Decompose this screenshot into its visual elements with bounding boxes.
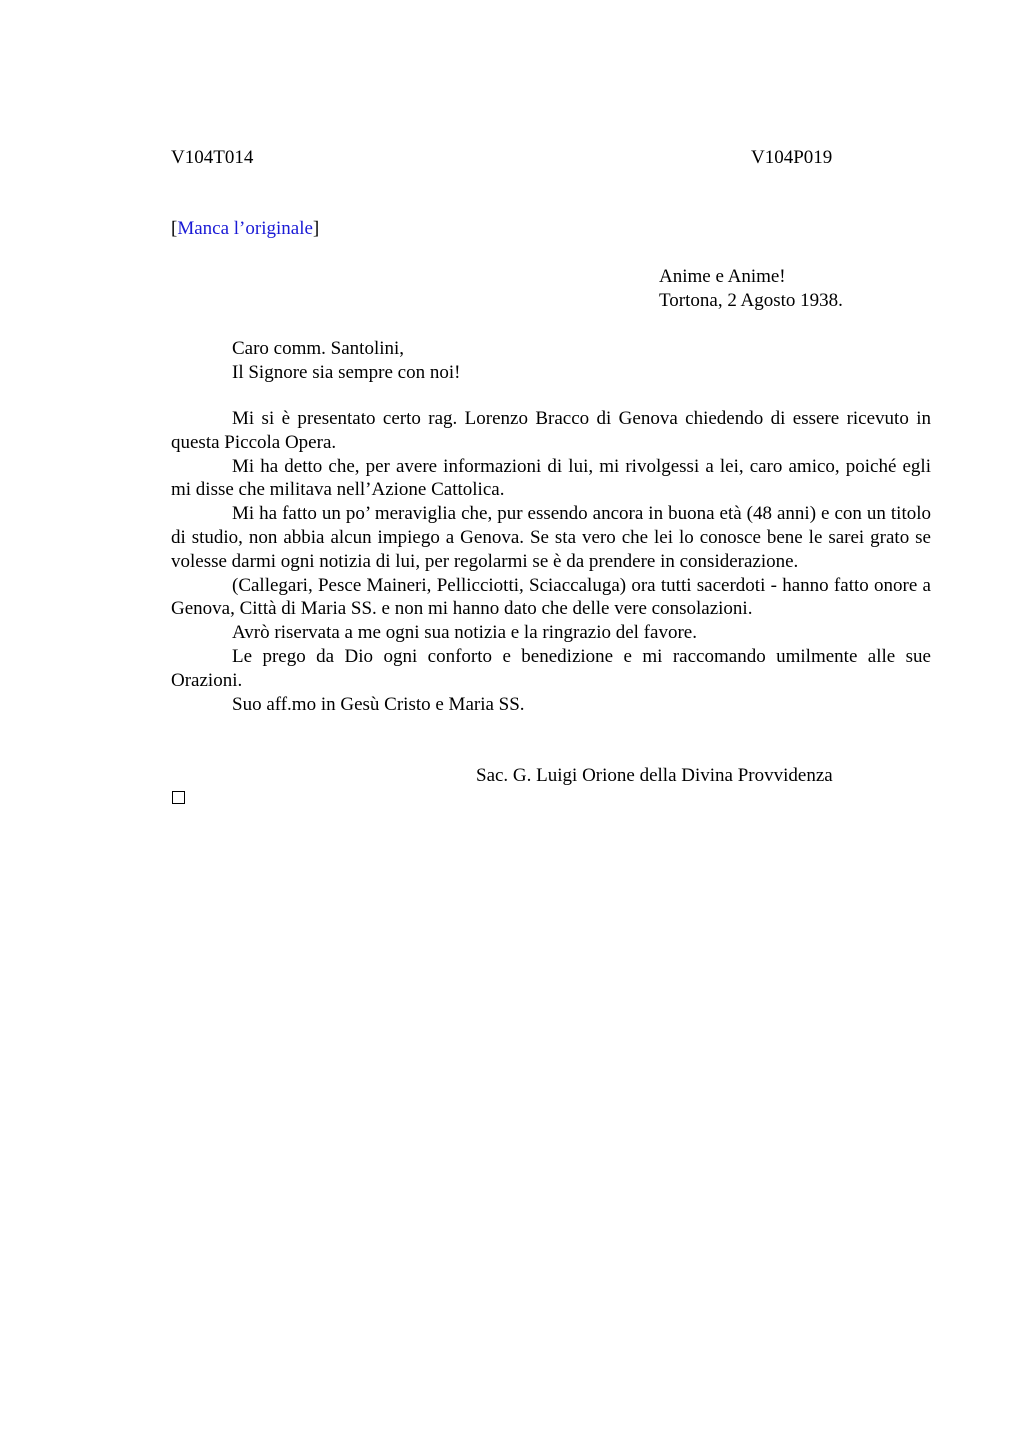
editorial-note bbox=[171, 217, 319, 241]
blessing: Il Signore sia sempre con noi! bbox=[232, 362, 461, 383]
missing-original-link[interactable]: Manca l’originale bbox=[177, 218, 313, 239]
signature: Sac. G. Luigi Orione della Divina Provvidenza bbox=[476, 765, 833, 786]
dateline bbox=[659, 265, 843, 313]
paragraph: Mi ha fatto un po’ meraviglia che, pur essendo ancora in buona età (48 anni) e con un titolo di studio, non abbia alcun impiego a Genova. Se sta vero che lei lo conosce bene le sarei grato se volesse darmi ogni notizia di lui, per regolarmi se è da prendere in considerazione. bbox=[171, 503, 931, 572]
paragraph: Le prego da Dio ogni conforto e benedizione e mi raccomando umilmente alle sue Orazioni. bbox=[171, 645, 931, 691]
place-date: Tortona, 2 Agosto 1938. bbox=[659, 290, 843, 311]
document-code-left: V104T014 bbox=[171, 147, 254, 168]
paragraph: Mi si è presentato certo rag. Lorenzo Bracco di Genova chiedendo di essere ricevuto in questa Piccola Opera. bbox=[171, 408, 931, 453]
document-code-right: V104P019 bbox=[751, 147, 833, 168]
note-close-bracket: ] bbox=[312, 218, 320, 239]
note-open-bracket: [ bbox=[171, 218, 178, 239]
paragraph: Mi ha detto che, per avere informazioni di lui, mi rivolgessi a lei, caro amico, poiché egli mi disse che militava nell’Azione Cattolica. bbox=[171, 455, 931, 501]
paragraph: (Callegari, Pesce Maineri, Pellicciotti, Sciaccaluga) ora tutti sacerdoti - hanno fatto onore a Genova, Città di Maria SS. e non mi hanno dato che delle vere consolazioni. bbox=[171, 574, 931, 620]
paragraph: Suo aff.mo in Gesù Cristo e Maria SS. bbox=[232, 693, 525, 715]
paragraph: Avrò riservata a me ogni sua notizia e la ringrazio del favore. bbox=[232, 622, 697, 644]
end-square-icon bbox=[172, 791, 185, 804]
greeting bbox=[232, 337, 460, 385]
letter-body bbox=[171, 407, 931, 716]
salutation: Caro comm. Santolini, bbox=[232, 338, 405, 359]
motto: Anime e Anime! bbox=[659, 266, 786, 287]
